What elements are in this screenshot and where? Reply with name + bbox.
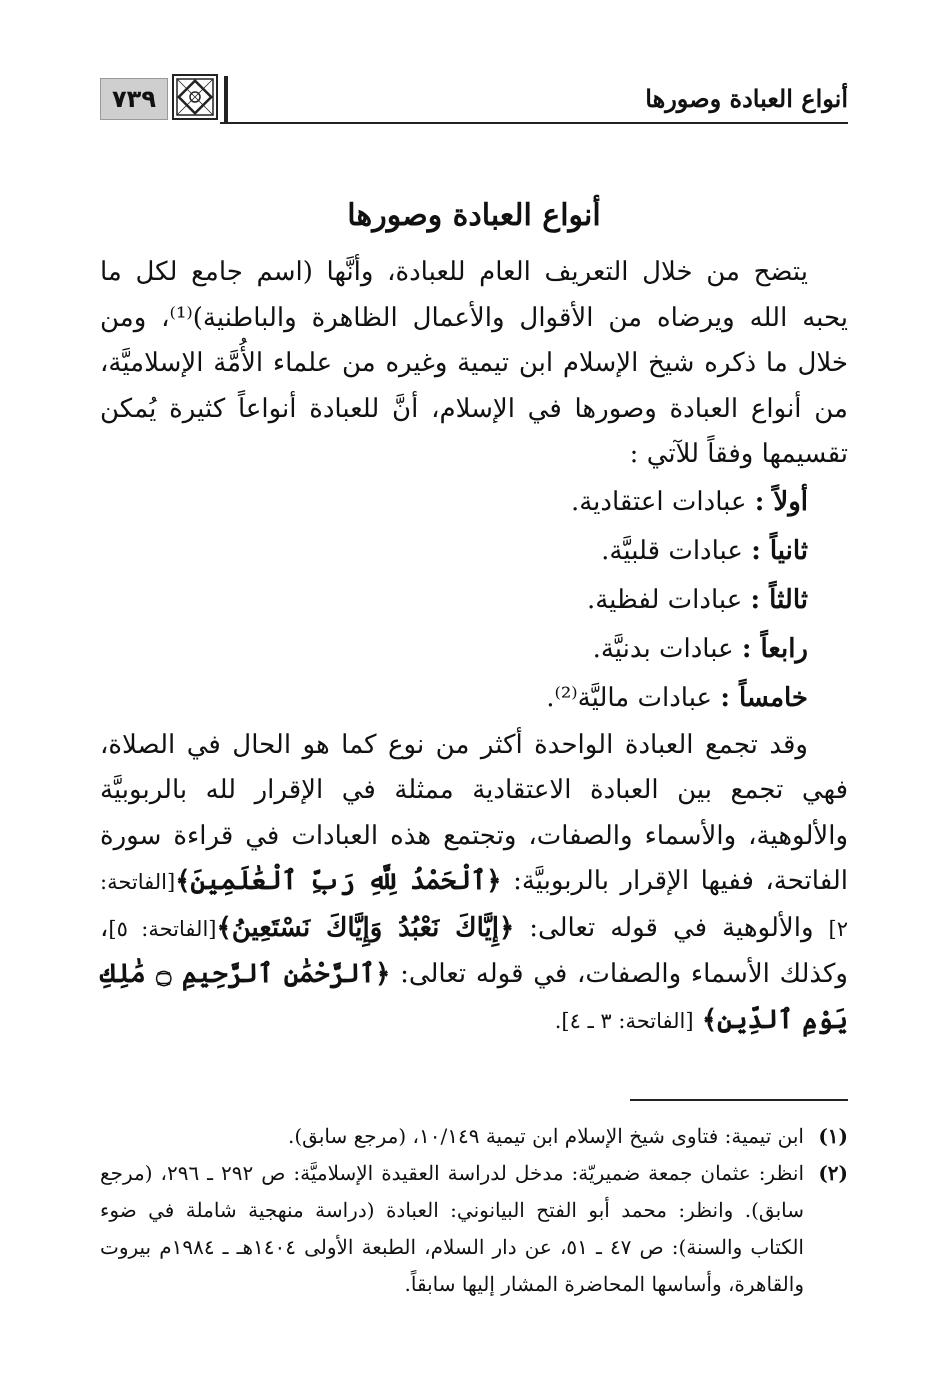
- paragraph-text: وقد تجمع العبادة الواحدة أكثر من نوع كما هو الحال في الصلاة، فهي تجمع بين العبادة الاعتقادية ممثلة في الإقرار لله بالربوبيَّة والألوهية، والأسماء والصفات، وتجتمع هذه العبادات في قراءة سورة الفاتحة، ففيها الإقرار بالربوبيَّة:: [100, 729, 848, 896]
- list-ordinal: أولاً :: [754, 486, 808, 517]
- header-divider: [224, 76, 228, 124]
- list-text: عبادات قلبيَّة.: [601, 535, 743, 566]
- list-text: عبادات ماليَّة⁽²⁾.: [546, 682, 713, 713]
- intro-paragraph: يتضح من خلال التعريف العام للعبادة، وأنَّها (اسم جامع لكل ما يحبه الله ويرضاه من الأقوال والأعمال الظاهرة والباطنية)⁽¹⁾، ومن خلال ما ذكره شيخ الإسلام ابن تيمية وغيره من علماء الأُمَّة الإسلاميَّة، من أنواع العبادة وصورها في الإسلام، أنَّ للعبادة أنواعاً كثيرة يُمكن تقسيمها وفقاً للآتي :: [100, 257, 848, 469]
- running-header: [100, 62, 848, 126]
- list-text: عبادات بدنيَّة.: [592, 633, 734, 664]
- list-ordinal: ثالثاً :: [750, 584, 808, 615]
- quran-verse: ﴿إِيَّاكَ نَعْبُدُ وَإِيَّاكَ نَسْتَعِينُ﴾: [216, 912, 515, 943]
- verse-reference: [الفاتحة: ٢]: [100, 870, 848, 941]
- footnote-text: ابن تيمية: فتاوى شيخ الإسلام ابن تيمية ١٠/١٤٩، (مرجع سابق).: [288, 1124, 804, 1148]
- header-rule: [220, 122, 848, 124]
- worship-types-list: [100, 478, 848, 723]
- list-item: [100, 674, 808, 723]
- list-text: عبادات اعتقادية.: [570, 486, 747, 517]
- list-ordinal: خامساً :: [720, 682, 808, 713]
- list-item: [100, 625, 808, 674]
- footnote-number: (١): [818, 1124, 848, 1148]
- body-text: [100, 250, 848, 1044]
- quran-verse: ﴿ٱلرَّحْمَٰنِ ٱلرَّحِيمِ ۝ مَٰلِكِ يَوْمِ ٱلدِّينِ﴾: [100, 959, 848, 1035]
- list-ordinal: ثانياً :: [751, 535, 808, 566]
- list-item: [100, 576, 808, 625]
- paragraph-text: والألوهية في قوله تعالى:: [529, 912, 814, 943]
- quran-verse: ﴿ٱلْحَمْدُ لِلَّهِ رَبِّ ٱلْعَٰلَمِينَ﴾: [175, 866, 502, 896]
- verse-reference: [الفاتحة: ٣ ـ ٤].: [554, 1008, 694, 1033]
- page-number: ٧٣٩: [100, 78, 168, 120]
- footnote-text: انظر: عثمان جمعة ضميريّة: مدخل لدراسة العقيدة الإسلاميَّة: ص ٢٩٢ ـ ٢٩٦، (مرجع سابق). وانظر: محمد أبو الفتح البيانوني: العبادة (دراسة منهجية شاملة في ضوء الكتاب والسنة): ص ٤٧ ـ ٥١، عن دار السلام، الطبعة الأولى ١٤٠٤هـ ـ ١٩٨٤م بيروت والقاهرة، وأساسها المحاضرة المشار إليها سابقاً.: [100, 1161, 804, 1296]
- list-item: [100, 527, 808, 576]
- footnote: [100, 1155, 848, 1303]
- arabesque-ornament-icon: [172, 74, 218, 120]
- footnote: [100, 1118, 848, 1155]
- footnote-number: (٢): [818, 1161, 848, 1185]
- footnotes: [100, 1118, 848, 1303]
- list-item: [100, 478, 808, 527]
- list-ordinal: رابعاً :: [741, 633, 808, 664]
- fatiha-paragraph: [100, 723, 848, 1045]
- list-text: عبادات لفظية.: [586, 584, 743, 615]
- footnote-rule: [630, 1099, 848, 1101]
- verse-reference: [الفاتحة: ٥]: [108, 916, 217, 941]
- section-title: أنواع العبادة وصورها: [347, 198, 601, 233]
- running-title: أنواع العبادة وصورها: [645, 84, 848, 113]
- paragraph-text: ، وكذلك الأسماء والصفات، في قوله تعالى:: [100, 912, 848, 989]
